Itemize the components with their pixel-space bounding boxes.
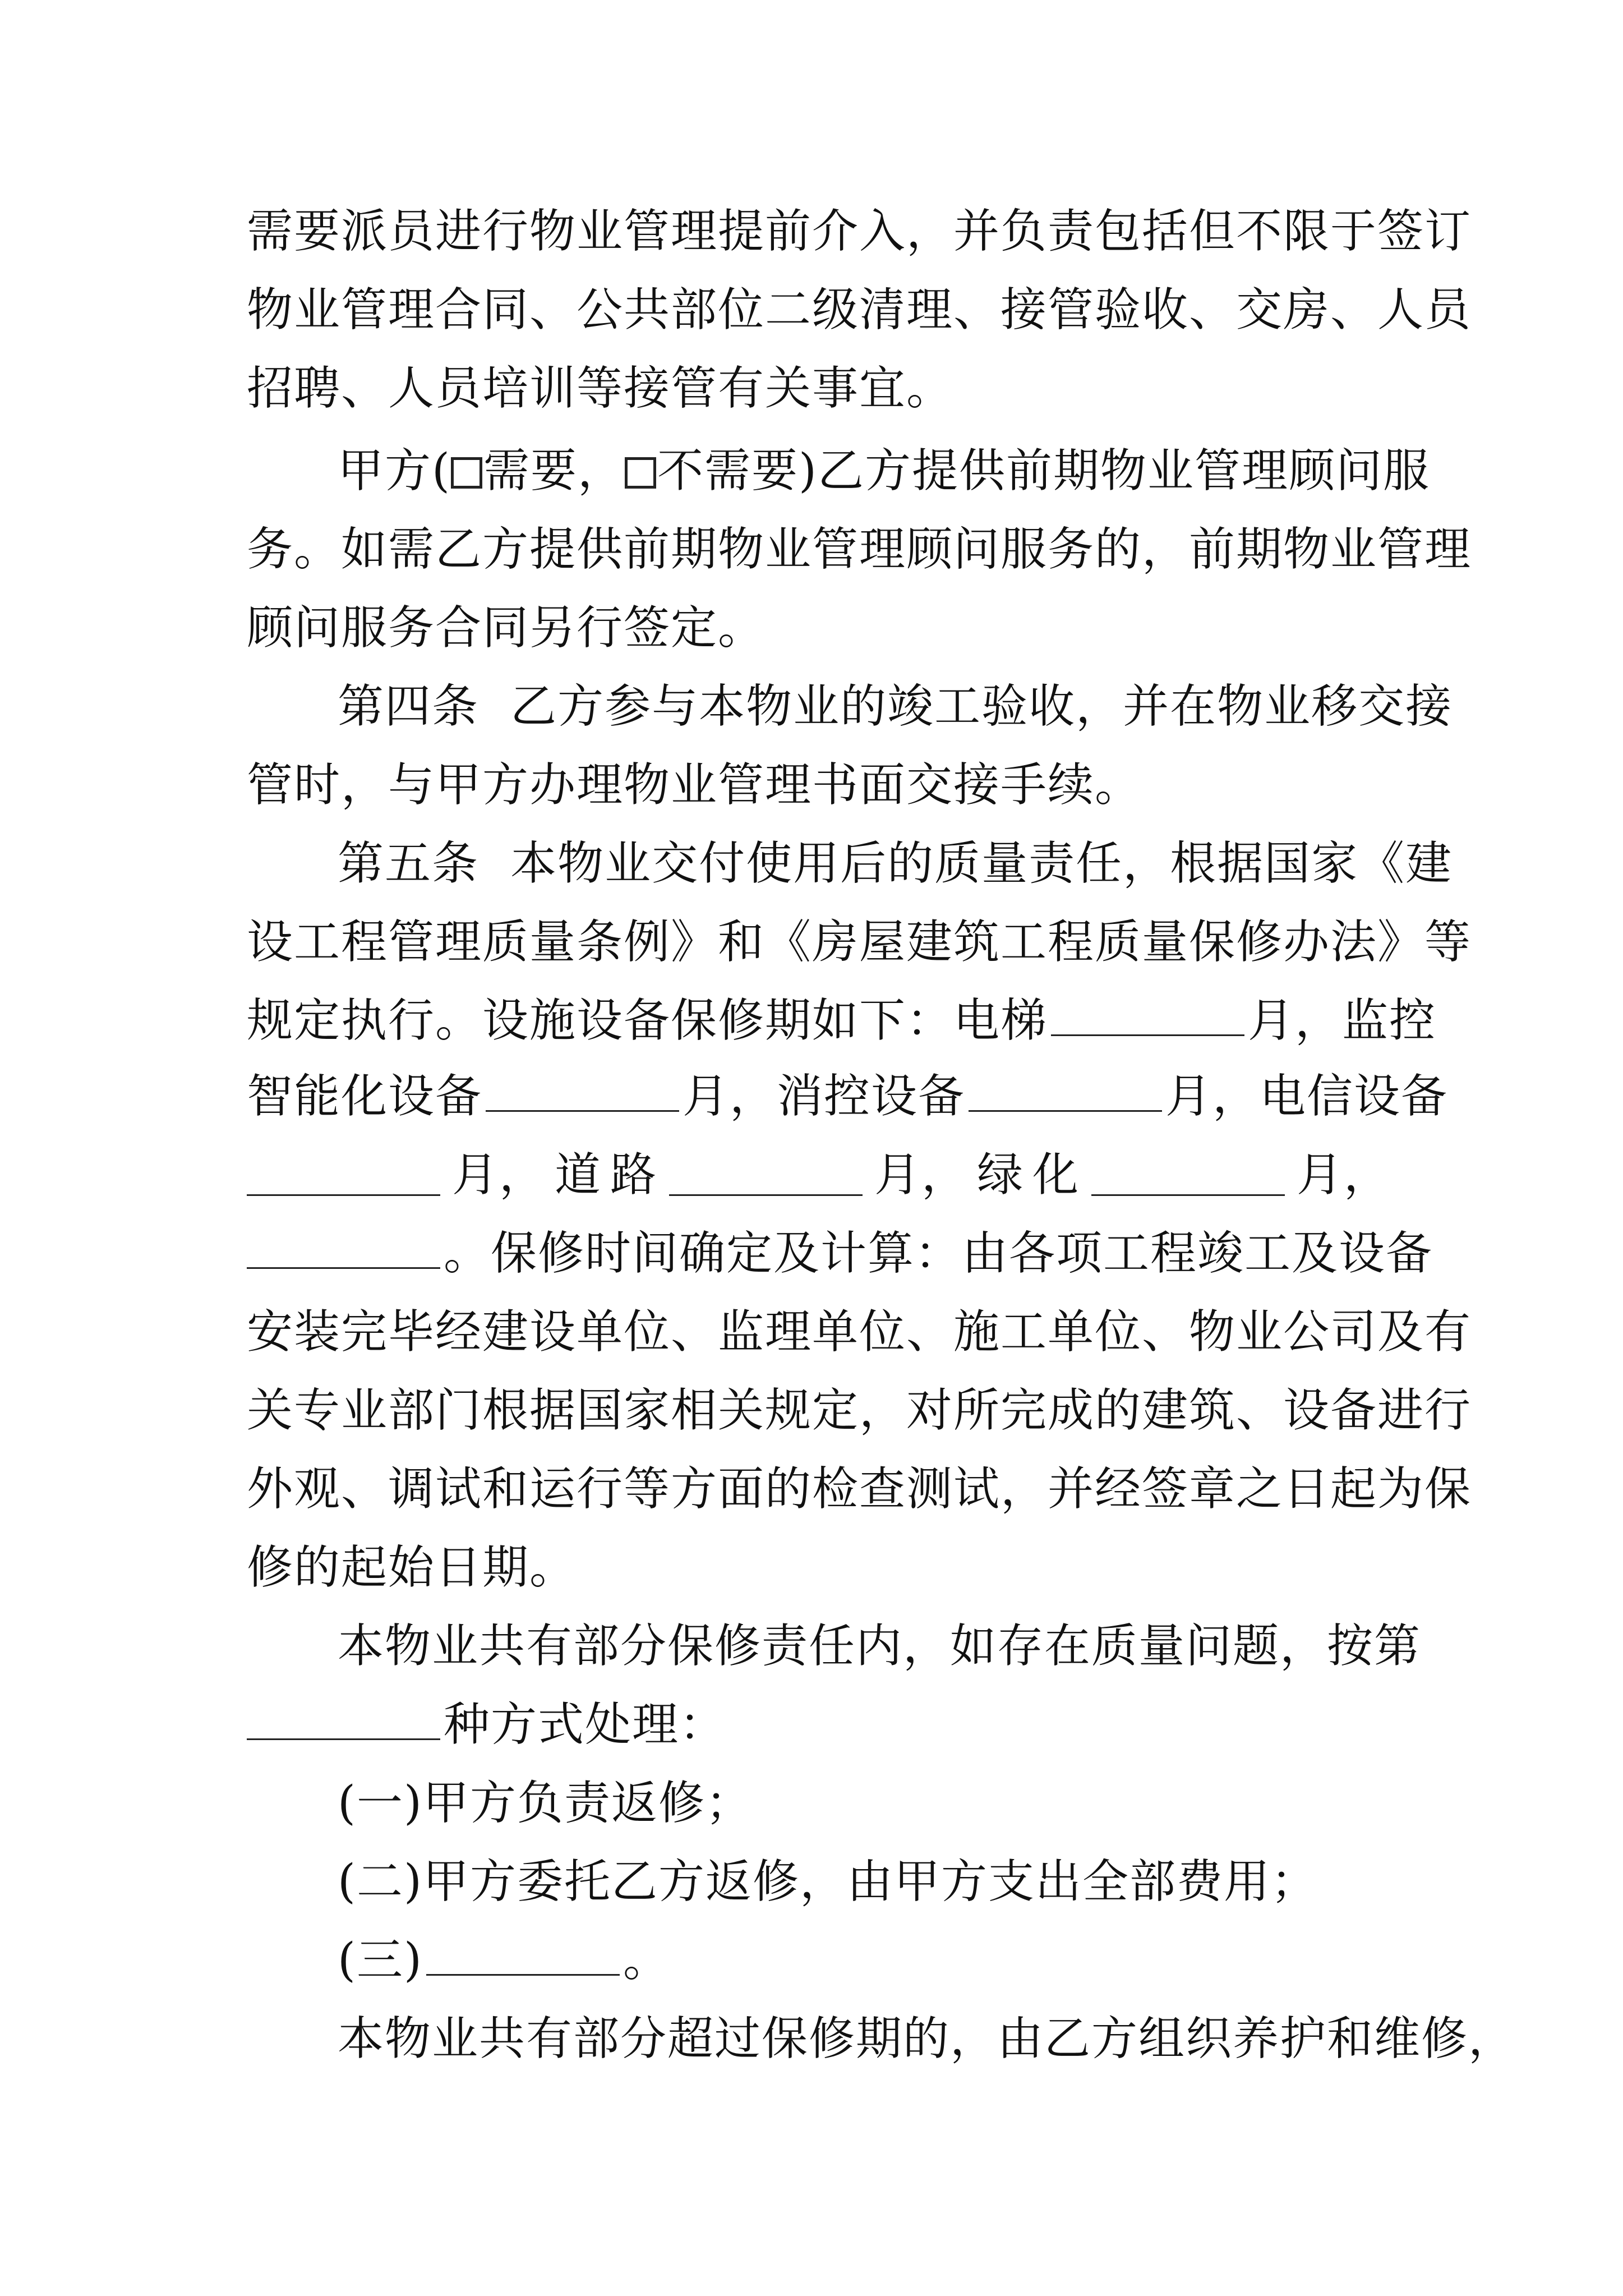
text-line xyxy=(247,914,1472,970)
fire-control-warranty-blank[interactable] xyxy=(969,1071,1162,1112)
text-line xyxy=(338,443,1431,499)
line-text: 第五条 本物业交付使用后的质量责任，根据国家《建 xyxy=(338,837,1453,890)
option-one xyxy=(338,1775,1391,1832)
line-text: 道 xyxy=(554,1148,602,1202)
line-text: 月，消控设备 xyxy=(683,1070,966,1123)
greening-warranty-blank[interactable] xyxy=(1091,1155,1285,1196)
line-text: 安装完毕经建设单位、监理单位、施工单位、物业公司及有 xyxy=(247,1305,1472,1359)
option-two xyxy=(338,1854,1391,1910)
road-warranty-blank[interactable] xyxy=(669,1155,863,1196)
line-text: 。保修时间确定及计算：由各项工程竣工及设备 xyxy=(444,1227,1433,1280)
line-text: 管时，与甲方办理物业管理书面交接手续。 xyxy=(247,758,1142,812)
line-text: 甲方( xyxy=(338,444,451,498)
text-line xyxy=(247,204,1472,260)
line-text: 关专业部门根据国家相关规定，对所完成的建筑、设备进行 xyxy=(247,1384,1472,1437)
line-text: 外观、调试和运行等方面的检查测试，并经签章之日起为保 xyxy=(247,1462,1472,1516)
line-text: 月， xyxy=(451,1148,546,1202)
checkbox-need[interactable] xyxy=(451,457,482,489)
article-five xyxy=(338,836,1453,892)
line-text: 绿 xyxy=(976,1148,1024,1202)
text-line xyxy=(247,361,1391,417)
line-text: 修的起始日期。 xyxy=(247,1541,577,1594)
other-warranty-blank[interactable] xyxy=(247,1228,440,1269)
article-four xyxy=(338,679,1453,735)
line-text: 月， xyxy=(874,1148,969,1202)
line-text: 务。如需乙方提供前期物业管理顾问服务的，前期物业管理 xyxy=(247,523,1472,576)
line-text: 本物业共有部分超过保修期的，由乙方组织养护和维修， xyxy=(338,2012,1516,2065)
option-three-blank[interactable] xyxy=(426,1935,620,1976)
elevator-warranty-blank[interactable] xyxy=(1051,995,1244,1036)
line-text: 需要派员进行物业管理提前介入，并负责包括但不限于签订 xyxy=(247,205,1472,258)
line-text: 第四条 乙方参与本物业的竣工验收，并在物业移交接 xyxy=(338,680,1453,733)
line-text: (二)甲方委托乙方返修，由甲方支出全部费用； xyxy=(338,1855,1318,1908)
text-line xyxy=(338,1618,1422,1674)
line-text: (三) xyxy=(338,1934,423,1987)
line-text: 规定执行。设施设备保修期如下：电梯 xyxy=(247,994,1048,1047)
text-line xyxy=(247,1697,1391,1753)
text-line xyxy=(338,2011,1516,2067)
line-text: 月，监控 xyxy=(1248,994,1437,1047)
text-line xyxy=(247,757,1391,813)
line-text: 化 xyxy=(1032,1148,1080,1202)
text-line xyxy=(247,993,1437,1049)
line-text: 招聘、人员培训等接管有关事宜。 xyxy=(247,362,954,415)
line-text: (一)甲方负责返修； xyxy=(338,1777,753,1830)
line-text: 。 xyxy=(623,1934,670,1987)
line-text: 不需要)乙方提供前期物业管理顾问服 xyxy=(657,444,1431,498)
text-line xyxy=(247,1147,1391,1203)
text-line xyxy=(247,1540,1391,1596)
line-text: 顾问服务合同另行签定。 xyxy=(247,601,766,655)
smart-device-warranty-blank[interactable] xyxy=(486,1071,679,1112)
text-line xyxy=(247,1383,1472,1439)
text-line xyxy=(247,1304,1472,1360)
line-text: 种方式处理： xyxy=(444,1698,727,1751)
line-text: 本物业共有部分保修责任内，如存在质量问题，按第 xyxy=(338,1619,1422,1673)
text-line xyxy=(247,600,1391,656)
line-text: 设工程管理质量条例》和《房屋建筑工程质量保修办法》等 xyxy=(247,915,1472,969)
checkbox-not-need[interactable] xyxy=(625,457,656,489)
line-text: 月， xyxy=(1296,1148,1391,1202)
line-text: 月，电信设备 xyxy=(1165,1070,1449,1123)
line-text: 路 xyxy=(610,1148,657,1202)
line-text: 智能化设备 xyxy=(247,1070,483,1123)
handling-method-blank[interactable] xyxy=(247,1699,440,1740)
option-three xyxy=(338,1932,1391,1989)
text-line xyxy=(247,522,1472,578)
text-line xyxy=(247,1461,1472,1517)
text-line xyxy=(247,1226,1433,1282)
text-line xyxy=(247,1069,1449,1125)
telecom-warranty-blank[interactable] xyxy=(247,1155,440,1196)
checkbox-need-label: 需要， xyxy=(483,444,625,498)
text-line xyxy=(247,282,1472,338)
line-text: 物业管理合同、公共部位二级清理、接管验收、交房、人员 xyxy=(247,283,1472,337)
